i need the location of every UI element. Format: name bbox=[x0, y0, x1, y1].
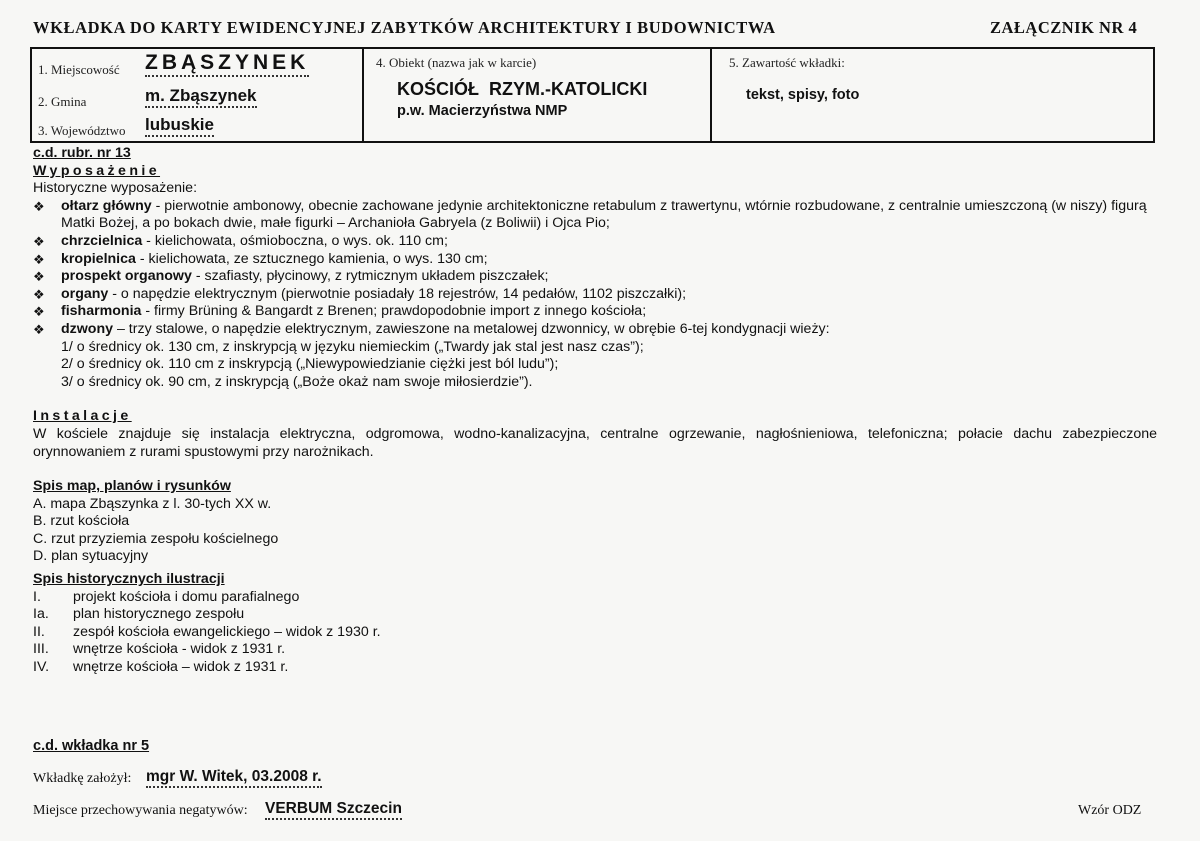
list-item: A. mapa Zbąszynka z l. 30-tych XX w. bbox=[33, 495, 272, 512]
object-label: 4. Obiekt (nazwa jak w karcie) bbox=[376, 55, 537, 70]
bell-2: 2/ o średnicy ok. 110 cm z inskrypcją („Niewypowiedzianie ciężki jest ból ludu”); bbox=[61, 356, 559, 373]
item-term: chrzcielnica bbox=[61, 232, 143, 249]
historical-equipment-label: Historyczne wyposażenie: bbox=[33, 180, 198, 197]
list-item bbox=[33, 641, 1157, 659]
item-term: kropielnica bbox=[61, 250, 136, 267]
item-text: zespół kościoła ewangelickiego – widok z 1930 r. bbox=[73, 623, 381, 640]
item-number: III. bbox=[33, 641, 49, 658]
created-by-label: Wkładkę założył: bbox=[33, 771, 132, 786]
list-item bbox=[33, 321, 1157, 339]
voivodeship-value: lubuskie bbox=[145, 115, 214, 137]
item-text: wnętrze kościoła – widok z 1931 r. bbox=[73, 659, 289, 676]
commune-value: m. Zbąszynek bbox=[145, 86, 257, 108]
bullet-icon: ❖ bbox=[33, 198, 45, 214]
created-by-value: mgr W. Witek, 03.2008 r. bbox=[146, 768, 322, 788]
content-area bbox=[33, 145, 1157, 677]
bullet-icon: ❖ bbox=[33, 233, 45, 249]
object-name: KOŚCIÓŁ RZYM.-KATOLICKI bbox=[397, 79, 648, 99]
continuation-label: c.d. rubr. nr 13 bbox=[33, 145, 131, 161]
bell-3: 3/ o średnicy ok. 90 cm, z inskrypcją („Boże okaż nam swoje miłosierdzie”). bbox=[61, 373, 533, 390]
storage-value: VERBUM Szczecin bbox=[265, 800, 402, 820]
form-box bbox=[30, 47, 1155, 143]
contents-value: tekst, spisy, foto bbox=[746, 87, 860, 103]
item-text: - o napędzie elektrycznym (pierwotnie posiadały 18 rejestrów, 14 pedałów, 1102 piszczałki); bbox=[108, 285, 687, 302]
item-term: prospekt organowy bbox=[61, 268, 192, 285]
installations-text: W kościele znajduje się instalacja elektryczna, odgromowa, wodno-kanalizacyjna, centralne ogrzewanie, nagłośnieniowa, telefoniczna; połacie dachu zabezpieczone orynnowaniem z rurami spustowymi przy narożnikach. bbox=[33, 425, 1157, 460]
item-text: - kielichowata, ośmioboczna, o wys. ok. 110 cm; bbox=[142, 232, 448, 249]
item-term: ołtarz główny bbox=[61, 197, 152, 214]
locality-value: ZBĄSZYNEK bbox=[145, 51, 309, 77]
commune-label: 2. Gmina bbox=[38, 94, 87, 109]
item-text: - szafiasty, płycinowy, z rytmicznym układem piszczałek; bbox=[191, 268, 549, 285]
storage-label: Miejsce przechowywania negatywów: bbox=[33, 803, 248, 818]
attachment-number: ZAŁĄCZNIK NR 4 bbox=[990, 18, 1138, 37]
item-text: plan historycznego zespołu bbox=[73, 606, 245, 623]
contents-label: 5. Zawartość wkładki: bbox=[729, 55, 845, 70]
illustrations-heading: Spis historycznych ilustracji bbox=[33, 571, 225, 588]
item-text: – trzy stalowe, o napędzie elektrycznym, zawieszone na metalowej dzwonnicy, w obrębie 6-tej kondygnacji wieży: bbox=[113, 320, 830, 337]
bullet-icon: ❖ bbox=[33, 304, 45, 320]
item-text: projekt kościoła i domu parafialnego bbox=[73, 588, 300, 605]
list-item bbox=[33, 624, 1157, 642]
item-number: IV. bbox=[33, 659, 50, 676]
equipment-heading: Wyposażenie bbox=[33, 162, 161, 179]
template-label: Wzór ODZ bbox=[1078, 803, 1142, 818]
list-item bbox=[33, 286, 1157, 304]
list-item bbox=[33, 251, 1157, 269]
document-title: WKŁADKA DO KARTY EWIDENCYJNEJ ZABYTKÓW ARCHITEKTURY I BUDOWNICTWA bbox=[33, 18, 776, 37]
item-number: II. bbox=[33, 623, 45, 640]
bullet-icon: ❖ bbox=[33, 251, 45, 267]
list-item bbox=[33, 233, 1157, 251]
item-text: - kielichowata, ze sztucznego kamienia, o wys. 130 cm; bbox=[135, 250, 488, 267]
item-text: - firmy Brüning & Bangardt z Brenen; prawdopodobnie import z innego kościoła; bbox=[141, 303, 647, 320]
maps-heading: Spis map, planów i rysunków bbox=[33, 478, 231, 495]
item-term: organy bbox=[61, 285, 109, 302]
list-item bbox=[33, 659, 1157, 677]
item-number: I. bbox=[33, 588, 41, 605]
installations-heading: Instalacje bbox=[33, 408, 132, 425]
bullet-icon: ❖ bbox=[33, 269, 45, 285]
voivodeship-label: 3. Województwo bbox=[38, 123, 126, 138]
bullet-icon: ❖ bbox=[33, 286, 45, 302]
item-term: fisharmonia bbox=[61, 303, 142, 320]
item-number: Ia. bbox=[33, 606, 49, 623]
continued-insert: c.d. wkładka nr 5 bbox=[33, 738, 150, 754]
object-dedication: p.w. Macierzyństwa NMP bbox=[397, 103, 568, 119]
column-divider bbox=[362, 49, 364, 141]
bullet-icon: ❖ bbox=[33, 321, 45, 337]
item-text: wnętrze kościoła - widok z 1931 r. bbox=[73, 641, 286, 658]
list-item bbox=[33, 198, 1157, 233]
list-item: C. rzut przyziemia zespołu kościelnego bbox=[33, 530, 279, 547]
item-term: dzwony bbox=[61, 320, 114, 337]
list-item: D. plan sytuacyjny bbox=[33, 548, 149, 565]
column-divider bbox=[710, 49, 712, 141]
list-item bbox=[33, 303, 1157, 321]
item-text: - pierwotnie ambonowy, obecnie zachowane jedynie architektoniczne retabulum z trawertynu, wtórnie rozbudowane, z centralnie umieszczoną (w niszy) figurą Matki Bożej, a po bokach dwie, małe figurki – Archanioła Gabryela (z Boliwii) i Ojca Pio; bbox=[61, 197, 1147, 232]
locality-label: 1. Miejscowość bbox=[38, 62, 120, 77]
equipment-list bbox=[33, 198, 1157, 392]
list-item bbox=[33, 606, 1157, 624]
list-item bbox=[33, 268, 1157, 286]
list-item bbox=[33, 589, 1157, 607]
list-item: B. rzut kościoła bbox=[33, 513, 130, 530]
bell-1: 1/ o średnicy ok. 130 cm, z inskrypcją w języku niemieckim („Twardy jak stal jest nasz czas”); bbox=[61, 338, 644, 355]
